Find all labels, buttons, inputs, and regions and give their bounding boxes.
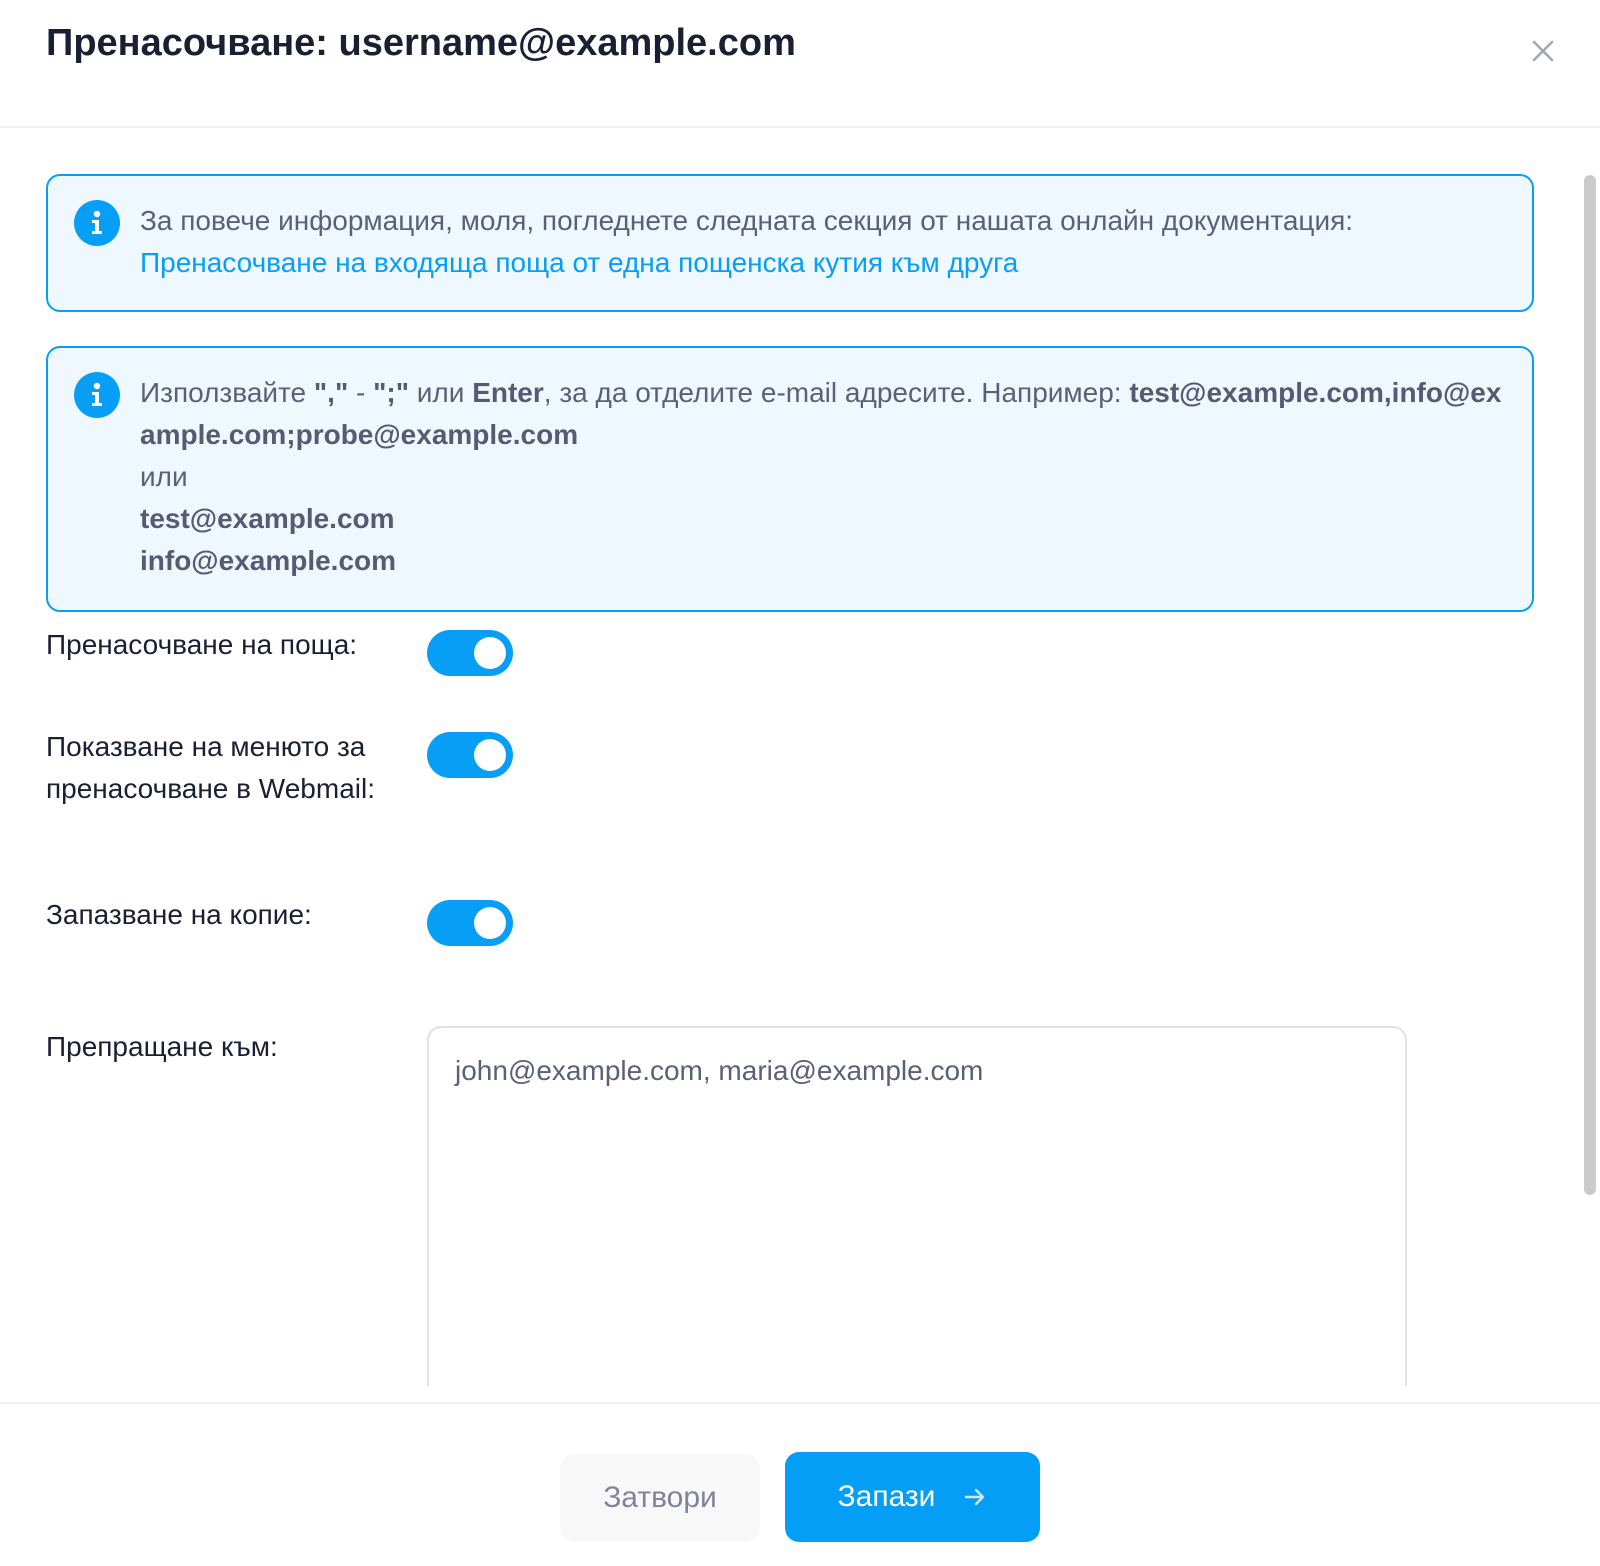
alert-middle: , за да отделите e-mail адресите. Например: <box>543 377 1130 408</box>
info-icon <box>74 372 120 418</box>
alert-or-line: или <box>140 461 188 492</box>
close-icon <box>1528 36 1558 66</box>
forward-to-textarea[interactable]: john@example.com, maria@example.com <box>427 1026 1407 1386</box>
alert-docs-text: За повече информация, моля, погледнете следната секция от нашата онлайн документация: <box>140 205 1354 236</box>
setting-label: Запазване на копие: <box>46 899 312 930</box>
save-button[interactable] <box>785 1452 1040 1542</box>
close-dialog-button[interactable] <box>560 1454 760 1542</box>
dialog-title: Пренасочване: username@example.com <box>46 22 796 64</box>
dialog-header <box>0 0 1600 128</box>
close-button[interactable] <box>1528 36 1558 66</box>
info-alert-docs <box>46 174 1534 312</box>
dialog-body <box>0 130 1600 1402</box>
close-button-label: Затвори <box>603 1481 717 1514</box>
alert-prefix: Използвайте <box>140 377 314 408</box>
save-button-label: Запази <box>837 1480 936 1513</box>
separator-enter: Enter <box>472 377 544 408</box>
dialog-footer <box>0 1402 1600 1566</box>
alert-text <box>140 372 1506 582</box>
forward-mail-toggle[interactable] <box>427 630 513 676</box>
alert-text <box>140 200 1506 284</box>
example-line: test@example.com <box>140 503 395 534</box>
example-inline: test@example.com,info@example.com;probe@example.com <box>140 377 1502 450</box>
forward-to-label: Препращане към: <box>46 1031 278 1062</box>
keep-copy-toggle[interactable] <box>427 900 513 946</box>
webmail-menu-toggle[interactable] <box>427 732 513 778</box>
alert-dash: - <box>348 377 374 408</box>
toggle-knob <box>474 739 506 771</box>
toggle-knob <box>474 637 506 669</box>
arrow-right-icon <box>963 1485 987 1509</box>
alert-or: или <box>409 377 473 408</box>
separator-comma: "," <box>313 377 349 408</box>
info-icon <box>74 200 120 246</box>
example-line: info@example.com <box>140 545 397 576</box>
scrollbar[interactable] <box>1584 175 1596 1195</box>
separator-semicolon: ";" <box>373 377 410 408</box>
setting-label: Показване на менюто за пренасочване в Webmail: <box>46 731 375 804</box>
docs-link[interactable]: Пренасочване на входяща поща от една пощенска кутия към друга <box>140 247 1019 278</box>
toggle-knob <box>474 907 506 939</box>
info-alert-separators <box>46 346 1534 612</box>
setting-label: Пренасочване на поща: <box>46 629 358 660</box>
